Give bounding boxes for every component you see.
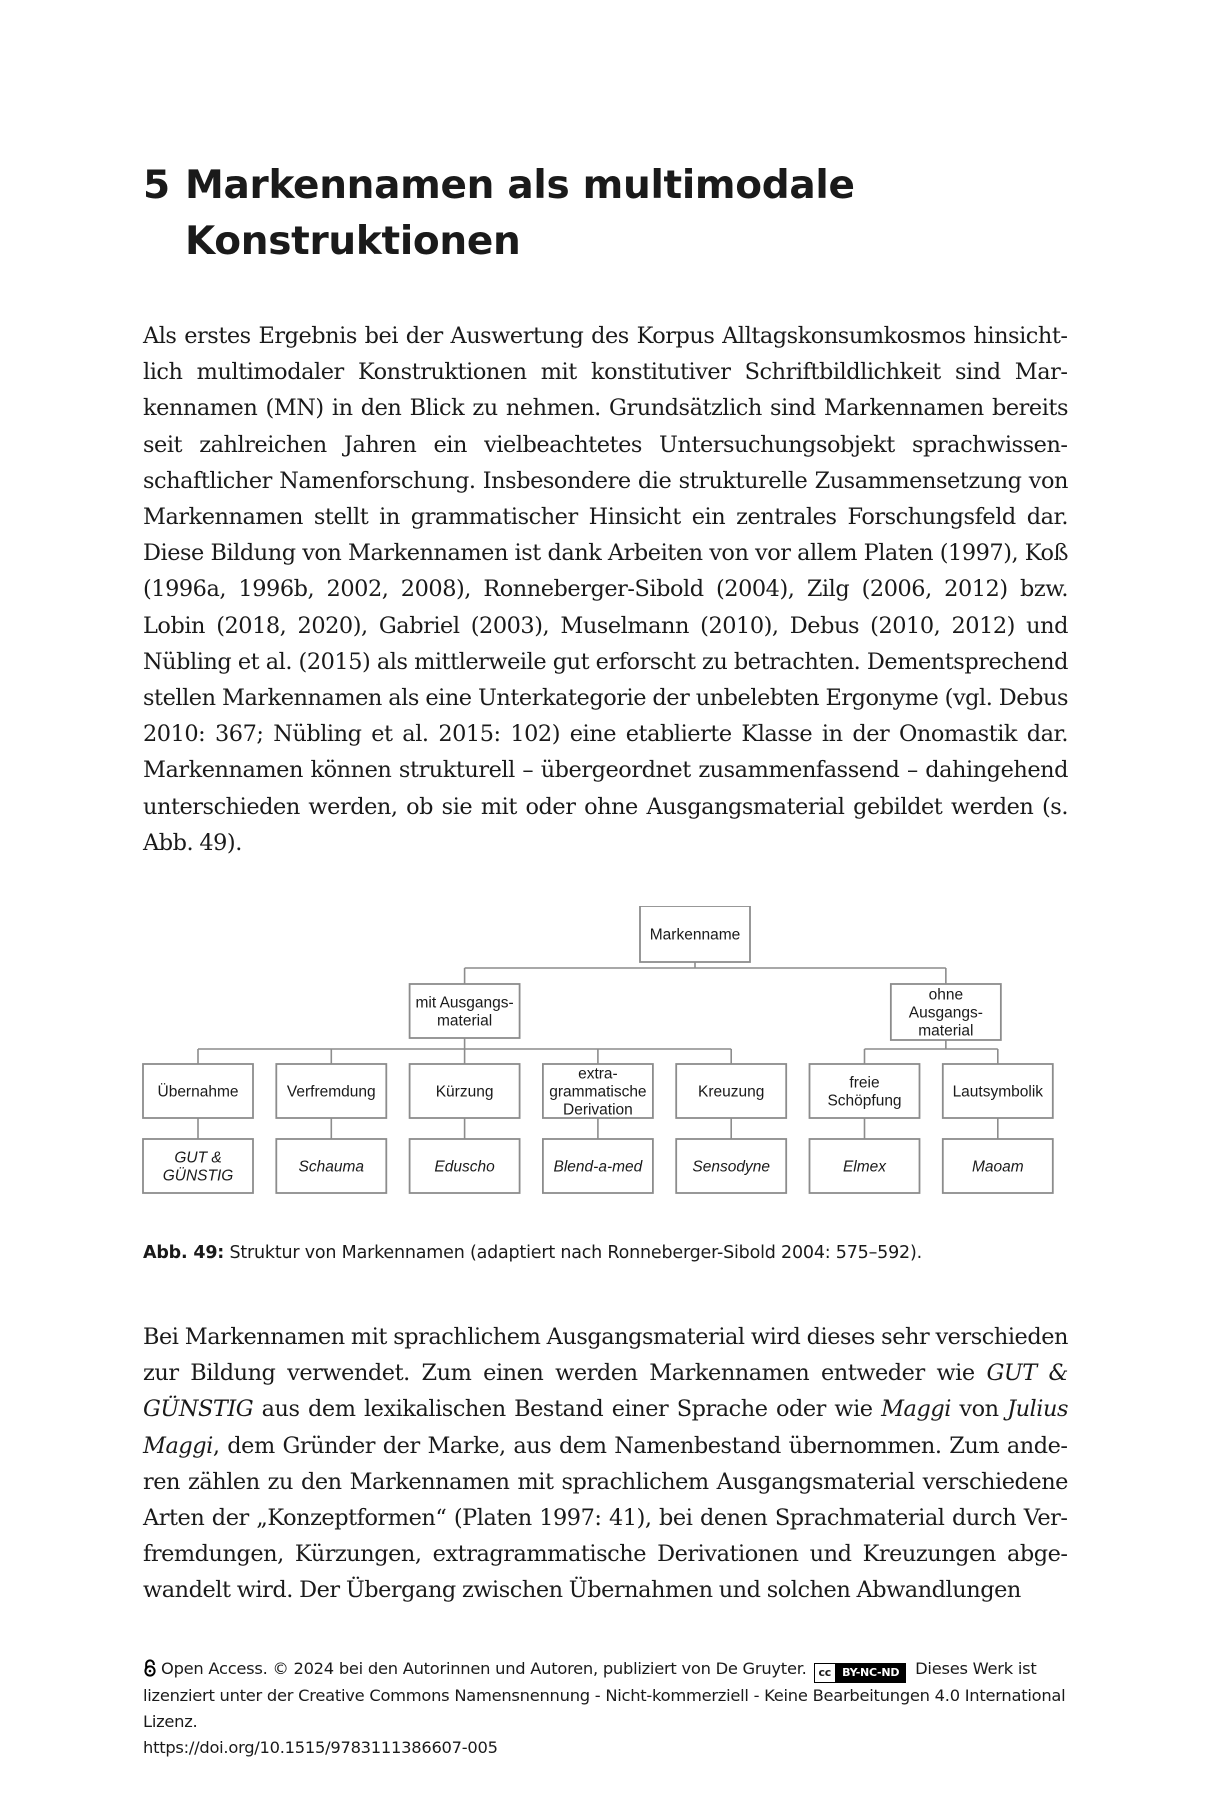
cc-license-badge[interactable] bbox=[814, 1663, 907, 1683]
node-example-text: Blend-a-med bbox=[553, 1158, 643, 1176]
chapter-number: 5 bbox=[143, 163, 170, 208]
node-category-text: extra- bbox=[578, 1065, 618, 1083]
node-example bbox=[943, 1139, 1053, 1193]
node-category-text: Schöpfung bbox=[827, 1092, 902, 1110]
example-person-name: Julius Maggi bbox=[143, 1396, 1068, 1459]
figure-brand-name-structure bbox=[140, 906, 1075, 1210]
node-example bbox=[143, 1139, 253, 1193]
node-example bbox=[676, 1139, 786, 1193]
paragraph-text: , dem Gründer der Marke, aus dem Namenbestand übernommen. Zum anderen zählen zu den Markennamen mit sprachlichem Ausgangsmaterial verschiedene Arten der „Konzeptformen“ (Platen 1997: 41), bei denen Sprachmaterial durch Verfremdungen, Kürzungen, extragrammatische Derivationen und Kreuzungen abgewandelt wird. Der Übergang zwischen Übernahmen und solchen Abwandlungen bbox=[143, 1432, 1068, 1604]
node-example-text: Sensodyne bbox=[692, 1158, 770, 1176]
node-root-text: Markenname bbox=[649, 926, 741, 944]
node-example-text: Schauma bbox=[298, 1158, 365, 1176]
node-root bbox=[640, 906, 750, 962]
node-category bbox=[676, 1064, 786, 1118]
paragraph-intro: Als erstes Ergebnis bei der Auswertung des Korpus Alltagskonsumkosmos hinsichtlich multimodaler Konstruktionen mit konstitutiver Schriftbildlichkeit sind Markennamen (MN) in den Blick zu nehmen. Grundsätzlich sind Markennamen bereits seit zahlreichen Jahren ein vielbeachtetes Untersuchungsobjekt sprachwissenschaftlicher Namenforschung. Insbesondere die strukturelle Zusammensetzung von Markennamen stellt in grammatischer Hinsicht ein zentrales Forschungsfeld dar. Diese Bildung von Markennamen ist dank Arbeiten von vor allem Platen (1997), Koß (1996a, 1996b, 2002, 2008), Ronneberger-Sibold (2004), Zilg (2006, 2012) bzw. Lobin (2018, 2020), Gabriel (2003), Muselmann (2010), Debus (2010, 2012) und Nübling et al. (2015) als mittlerweile gut erforscht zu betrachten. Dementsprechend stellen Markennamen als eine Unterkategorie der unbelebten Ergonyme (vgl. Debus 2010: 367; Nübling et al. 2015: 102) eine etablierte Klasse in der Onomastik dar. Markennamen können strukturell – übergeordnet zusammenfassend – dahingehend unterschieden werden, ob sie mit oder ohne Ausgangsmaterial gebildet werden (s. Abb. 49). bbox=[143, 323, 1068, 856]
node-example bbox=[543, 1139, 653, 1193]
example-brand-name: Maggi bbox=[881, 1396, 951, 1423]
node-category-text: freie bbox=[849, 1074, 880, 1092]
node-example bbox=[410, 1139, 520, 1193]
cc-license-label: BY-NC-ND bbox=[836, 1664, 905, 1682]
node-category bbox=[276, 1064, 386, 1118]
caption-label: Abb. 49: bbox=[143, 1243, 225, 1263]
chapter-title-line-1: Markennamen als multimodale bbox=[185, 163, 855, 208]
chapter-title bbox=[143, 158, 1043, 270]
node-category-text: Verfremdung bbox=[286, 1083, 376, 1101]
node-category-text: grammatische bbox=[549, 1083, 647, 1101]
caption-text: Struktur von Markennamen (adaptiert nach Ronneberger-Sibold 2004: 575–592). bbox=[224, 1243, 922, 1263]
node-without-source-material-text: material bbox=[918, 1022, 974, 1040]
node-with-source-material bbox=[410, 984, 520, 1038]
paragraph-text: von bbox=[950, 1396, 1008, 1423]
node-category bbox=[543, 1064, 653, 1119]
node-example bbox=[810, 1139, 920, 1193]
example-brand-name: GUT & GÜNSTIG bbox=[143, 1360, 1068, 1423]
paragraph-source-material bbox=[143, 1319, 1068, 1609]
node-category-text: Lautsymbolik bbox=[952, 1083, 1044, 1101]
node-example-text: Maoam bbox=[971, 1158, 1024, 1176]
chapter-title-line-2: Konstruktionen bbox=[185, 219, 521, 264]
tree-diagram bbox=[140, 906, 1075, 1210]
footer-license-text: Dieses Werk ist lizenziert unter der Creative Commons Namensnennung - Nicht-kommerziell - Keine Bearbeitungen 4.0 International Lizenz. bbox=[143, 1659, 1066, 1731]
cc-icon: cc bbox=[815, 1664, 837, 1682]
node-category-text: Derivation bbox=[563, 1101, 633, 1119]
node-example-text: Eduscho bbox=[434, 1158, 495, 1176]
footer-open-access-text: Open Access. © 2024 bei den Autorinnen und Autoren, publiziert von De Gruyter. bbox=[161, 1659, 807, 1678]
open-access-footer bbox=[143, 1656, 1073, 1761]
node-example-text: GUT & bbox=[174, 1149, 222, 1167]
node-category bbox=[943, 1064, 1053, 1118]
doi-link[interactable]: https://doi.org/10.1515/9783111386607-005 bbox=[143, 1738, 498, 1757]
paragraph-text: Bei Markennamen mit sprachlichem Ausgangsmaterial wird dieses sehr verschieden zur Bildung verwendet. Zum einen werden Markennamen entweder wie bbox=[143, 1324, 1068, 1387]
node-without-source-material bbox=[891, 984, 1001, 1040]
node-with-source-material-text: mit Ausgangs- bbox=[415, 994, 514, 1012]
node-category bbox=[143, 1064, 253, 1118]
node-example-text: Elmex bbox=[842, 1158, 887, 1176]
node-without-source-material-text: Ausgangs- bbox=[908, 1004, 983, 1022]
node-example bbox=[276, 1139, 386, 1193]
figure-caption bbox=[143, 1240, 1073, 1266]
node-category-text: Übernahme bbox=[157, 1083, 239, 1101]
node-category-text: Kreuzung bbox=[698, 1083, 765, 1101]
node-example-text: GÜNSTIG bbox=[162, 1167, 234, 1185]
node-category bbox=[410, 1064, 520, 1118]
node-without-source-material-text: ohne bbox=[928, 986, 964, 1004]
node-category bbox=[810, 1064, 920, 1118]
paragraph-text: aus dem lexikalischen Bestand einer Sprache oder wie bbox=[253, 1396, 882, 1423]
node-with-source-material-text: material bbox=[437, 1012, 493, 1030]
open-access-lock-icon bbox=[143, 1659, 157, 1677]
node-category-text: Kürzung bbox=[435, 1083, 494, 1101]
